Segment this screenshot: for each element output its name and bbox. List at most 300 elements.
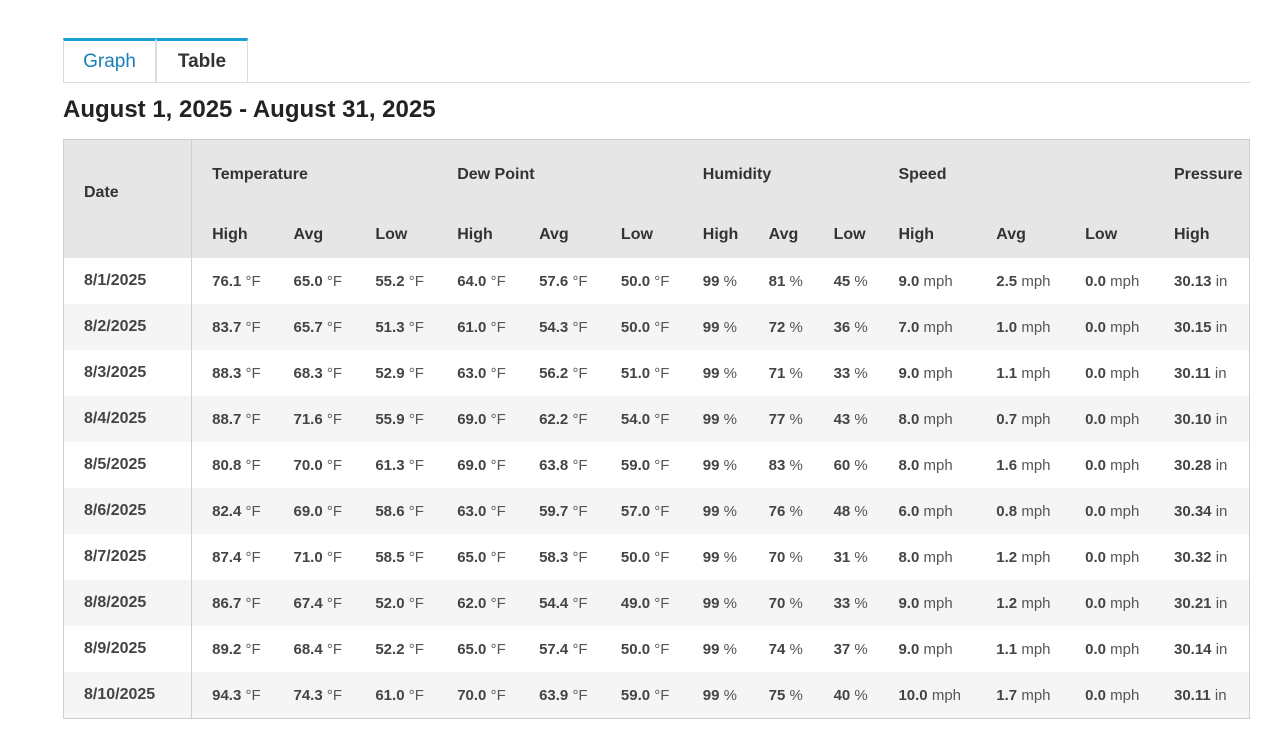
value-cell <box>1154 580 1249 626</box>
cell-value: 54.4 <box>539 594 569 612</box>
value-cell <box>1154 258 1249 304</box>
cell-value: 62.0 <box>457 594 487 612</box>
cell-value: 65.0 <box>457 640 487 658</box>
cell-value: 50.0 <box>620 272 651 290</box>
value-cell <box>814 350 879 396</box>
value-cell <box>1065 488 1154 534</box>
cell-unit: % <box>789 318 803 336</box>
cell-unit: mph <box>923 502 953 520</box>
date-cell: 8/2/2025 <box>64 304 192 350</box>
cell-value: 65.7 <box>293 318 323 336</box>
subheader-row <box>64 209 1249 258</box>
cell-unit: mph <box>1021 272 1051 290</box>
value-cell <box>878 396 976 442</box>
value-cell <box>976 488 1065 534</box>
value-cell <box>519 396 601 442</box>
cell-unit: % <box>789 410 803 428</box>
cell-value: 10.0 <box>898 686 928 704</box>
table-row <box>64 626 1249 672</box>
cell-value: 57.4 <box>539 640 569 658</box>
cell-value: 8.0 <box>898 548 920 566</box>
value-cell <box>683 304 749 350</box>
value-cell <box>814 258 879 304</box>
cell-value: 9.0 <box>898 594 920 612</box>
cell-unit: mph <box>1110 318 1140 336</box>
cell-value: 50.0 <box>620 548 651 566</box>
cell-value: 88.7 <box>212 410 242 428</box>
value-cell <box>192 350 274 396</box>
cell-unit: °F <box>408 640 424 658</box>
cell-unit: mph <box>1110 548 1140 566</box>
cell-value: 99 <box>702 364 720 382</box>
cell-unit: °F <box>654 594 670 612</box>
cell-value: 72 <box>768 318 786 336</box>
value-cell <box>683 350 749 396</box>
cell-unit: °F <box>245 410 261 428</box>
value-cell <box>601 304 683 350</box>
cell-unit: °F <box>245 686 261 704</box>
value-cell <box>1065 672 1154 718</box>
cell-value: 99 <box>702 548 720 566</box>
cell-value: 52.0 <box>375 594 405 612</box>
cell-unit: mph <box>1021 364 1051 382</box>
value-cell <box>814 442 879 488</box>
cell-unit: in <box>1215 548 1228 566</box>
cell-value: 30.13 <box>1173 272 1212 290</box>
cell-value: 99 <box>702 686 720 704</box>
cell-unit: °F <box>572 272 588 290</box>
cell-value: 30.11 <box>1173 686 1211 704</box>
history-table <box>64 140 1249 718</box>
cell-unit: % <box>723 686 737 704</box>
value-cell <box>749 488 814 534</box>
value-cell <box>683 534 749 580</box>
value-cell <box>519 672 601 718</box>
value-cell <box>519 258 601 304</box>
cell-value: 71 <box>768 364 786 382</box>
value-cell <box>976 626 1065 672</box>
cell-value: 2.5 <box>996 272 1018 290</box>
tab-graph[interactable]: Graph <box>63 38 156 82</box>
cell-unit: mph <box>1021 456 1051 474</box>
cell-value: 40 <box>833 686 851 704</box>
cell-value: 8.0 <box>898 410 920 428</box>
cell-unit: mph <box>1110 272 1140 290</box>
column-header: Avg <box>976 209 1065 258</box>
cell-value: 63.9 <box>539 686 569 704</box>
cell-value: 30.32 <box>1173 548 1212 566</box>
value-cell <box>273 534 355 580</box>
cell-value: 36 <box>833 318 851 336</box>
cell-value: 1.2 <box>996 548 1018 566</box>
cell-unit: mph <box>1110 456 1140 474</box>
cell-value: 8.0 <box>898 456 920 474</box>
cell-value: 0.0 <box>1085 272 1106 290</box>
cell-value: 87.4 <box>212 548 242 566</box>
value-cell <box>749 672 814 718</box>
cell-unit: °F <box>245 502 261 520</box>
group-header-row <box>64 140 1249 209</box>
value-cell <box>273 580 355 626</box>
cell-unit: °F <box>654 410 670 428</box>
value-cell <box>1154 396 1249 442</box>
column-header: High <box>192 209 274 258</box>
cell-unit: % <box>723 364 737 382</box>
value-cell <box>519 304 601 350</box>
cell-value: 54.0 <box>620 410 651 428</box>
cell-unit: °F <box>572 364 588 382</box>
value-cell <box>749 626 814 672</box>
value-cell <box>192 258 274 304</box>
value-cell <box>192 580 274 626</box>
cell-value: 63.8 <box>539 456 569 474</box>
value-cell <box>437 580 519 626</box>
cell-unit: °F <box>245 364 261 382</box>
value-cell <box>1154 304 1249 350</box>
cell-value: 70 <box>768 548 786 566</box>
table-row <box>64 672 1249 718</box>
cell-unit: °F <box>490 364 506 382</box>
cell-unit: °F <box>245 456 261 474</box>
value-cell <box>273 350 355 396</box>
cell-unit: °F <box>654 456 670 474</box>
cell-unit: % <box>789 272 803 290</box>
value-cell <box>814 304 879 350</box>
cell-value: 9.0 <box>898 272 920 290</box>
cell-unit: °F <box>326 502 343 520</box>
cell-unit: % <box>789 594 803 612</box>
cell-value: 65.0 <box>293 272 323 290</box>
cell-unit: % <box>789 502 803 520</box>
group-header-pressure: Pressure <box>1154 140 1249 209</box>
date-cell: 8/6/2025 <box>64 488 192 534</box>
value-cell <box>683 580 749 626</box>
value-cell <box>814 626 879 672</box>
cell-value: 50.0 <box>620 318 651 336</box>
cell-unit: °F <box>408 594 424 612</box>
cell-unit: °F <box>245 594 261 612</box>
cell-unit: mph <box>1021 410 1051 428</box>
cell-unit: mph <box>1021 594 1051 612</box>
cell-value: 0.0 <box>1085 502 1106 520</box>
cell-unit: mph <box>1021 640 1051 658</box>
cell-unit: mph <box>1021 318 1051 336</box>
cell-value: 71.6 <box>293 410 323 428</box>
value-cell <box>749 258 814 304</box>
tab-table[interactable]: Table <box>156 38 248 82</box>
cell-unit: °F <box>572 502 588 520</box>
cell-value: 45 <box>833 272 851 290</box>
cell-unit: % <box>723 456 737 474</box>
cell-value: 0.0 <box>1085 410 1106 428</box>
value-cell <box>273 488 355 534</box>
value-cell <box>355 350 437 396</box>
cell-unit: mph <box>931 686 962 704</box>
cell-value: 82.4 <box>212 502 242 520</box>
cell-value: 30.10 <box>1173 410 1212 428</box>
value-cell <box>683 442 749 488</box>
cell-value: 43 <box>833 410 851 428</box>
column-header: Avg <box>273 209 355 258</box>
table-row <box>64 488 1249 534</box>
value-cell <box>601 672 683 718</box>
cell-unit: mph <box>1110 410 1140 428</box>
cell-value: 1.1 <box>996 364 1018 382</box>
value-cell <box>1065 350 1154 396</box>
cell-unit: % <box>789 456 803 474</box>
cell-unit: °F <box>654 318 670 336</box>
cell-unit: °F <box>572 640 588 658</box>
cell-value: 30.21 <box>1173 594 1212 612</box>
cell-value: 99 <box>702 640 720 658</box>
cell-value: 83.7 <box>212 318 242 336</box>
cell-value: 57.6 <box>539 272 569 290</box>
cell-value: 1.1 <box>996 640 1018 658</box>
cell-unit: °F <box>245 548 261 566</box>
cell-unit: °F <box>408 364 424 382</box>
value-cell <box>192 442 274 488</box>
cell-unit: °F <box>408 318 424 336</box>
cell-unit: % <box>854 640 868 658</box>
value-cell <box>355 258 437 304</box>
value-cell <box>1065 304 1154 350</box>
value-cell <box>814 488 879 534</box>
cell-unit: °F <box>326 548 343 566</box>
value-cell <box>273 442 355 488</box>
date-cell: 8/4/2025 <box>64 396 192 442</box>
date-header: Date <box>64 140 192 258</box>
cell-value: 60 <box>833 456 851 474</box>
value-cell <box>519 350 601 396</box>
value-cell <box>749 350 814 396</box>
cell-value: 68.3 <box>293 364 323 382</box>
cell-value: 55.9 <box>375 410 405 428</box>
cell-unit: % <box>854 410 868 428</box>
history-table-container <box>63 139 1250 719</box>
cell-value: 0.0 <box>1085 318 1106 336</box>
cell-value: 0.0 <box>1085 364 1106 382</box>
value-cell <box>601 626 683 672</box>
cell-unit: °F <box>408 410 424 428</box>
cell-value: 0.7 <box>996 410 1018 428</box>
cell-value: 67.4 <box>293 594 323 612</box>
cell-unit: in <box>1215 410 1228 428</box>
table-row <box>64 442 1249 488</box>
view-tabs <box>63 38 1250 83</box>
cell-value: 74 <box>768 640 786 658</box>
cell-unit: % <box>789 686 803 704</box>
value-cell <box>519 626 601 672</box>
cell-unit: in <box>1214 364 1227 382</box>
value-cell <box>1065 258 1154 304</box>
cell-unit: °F <box>654 686 670 704</box>
value-cell <box>878 304 976 350</box>
cell-value: 0.0 <box>1085 456 1106 474</box>
column-header: High <box>437 209 519 258</box>
cell-unit: mph <box>1110 686 1140 704</box>
column-header: Low <box>1065 209 1154 258</box>
column-header: High <box>878 209 976 258</box>
cell-unit: in <box>1215 456 1228 474</box>
cell-value: 0.0 <box>1085 548 1106 566</box>
value-cell <box>355 672 437 718</box>
cell-unit: % <box>854 272 868 290</box>
cell-unit: °F <box>245 640 261 658</box>
cell-value: 33 <box>833 364 851 382</box>
value-cell <box>601 580 683 626</box>
value-cell <box>519 488 601 534</box>
value-cell <box>1154 442 1249 488</box>
value-cell <box>437 350 519 396</box>
value-cell <box>683 488 749 534</box>
value-cell <box>878 488 976 534</box>
cell-unit: °F <box>326 594 343 612</box>
value-cell <box>976 442 1065 488</box>
cell-unit: % <box>854 318 868 336</box>
value-cell <box>814 672 879 718</box>
value-cell <box>437 672 519 718</box>
cell-unit: mph <box>923 410 953 428</box>
cell-unit: °F <box>572 410 588 428</box>
value-cell <box>355 580 437 626</box>
value-cell <box>1154 626 1249 672</box>
cell-unit: °F <box>245 318 261 336</box>
date-cell: 8/5/2025 <box>64 442 192 488</box>
cell-unit: °F <box>245 272 261 290</box>
cell-unit: mph <box>923 548 953 566</box>
value-cell <box>878 258 976 304</box>
cell-value: 51.3 <box>375 318 405 336</box>
date-cell: 8/9/2025 <box>64 626 192 672</box>
cell-value: 59.0 <box>620 686 651 704</box>
cell-value: 52.2 <box>375 640 405 658</box>
table-row <box>64 304 1249 350</box>
value-cell <box>814 534 879 580</box>
cell-unit: % <box>723 640 737 658</box>
value-cell <box>749 442 814 488</box>
column-header: High <box>683 209 749 258</box>
cell-value: 52.9 <box>375 364 405 382</box>
cell-unit: °F <box>654 548 670 566</box>
value-cell <box>192 396 274 442</box>
cell-unit: °F <box>326 318 343 336</box>
value-cell <box>437 442 519 488</box>
cell-value: 62.2 <box>539 410 569 428</box>
cell-unit: mph <box>923 318 953 336</box>
cell-value: 63.0 <box>457 502 487 520</box>
table-row <box>64 580 1249 626</box>
cell-unit: °F <box>572 318 588 336</box>
group-header-humidity: Humidity <box>683 140 879 209</box>
value-cell <box>192 488 274 534</box>
value-cell <box>192 534 274 580</box>
value-cell <box>749 534 814 580</box>
value-cell <box>355 396 437 442</box>
cell-unit: °F <box>490 456 506 474</box>
cell-value: 58.3 <box>539 548 569 566</box>
cell-value: 99 <box>702 594 720 612</box>
value-cell <box>814 580 879 626</box>
cell-unit: % <box>789 548 803 566</box>
cell-value: 77 <box>768 410 786 428</box>
cell-unit: °F <box>654 272 670 290</box>
cell-value: 1.7 <box>996 686 1018 704</box>
cell-unit: °F <box>490 502 506 520</box>
cell-value: 55.2 <box>375 272 405 290</box>
cell-value: 51.0 <box>620 364 651 382</box>
cell-value: 59.0 <box>620 456 651 474</box>
cell-unit: °F <box>572 686 588 704</box>
value-cell <box>519 534 601 580</box>
value-cell <box>1065 580 1154 626</box>
table-row <box>64 258 1249 304</box>
cell-unit: % <box>854 594 868 612</box>
cell-unit: % <box>854 548 868 566</box>
cell-value: 31 <box>833 548 851 566</box>
cell-unit: in <box>1214 686 1227 704</box>
cell-value: 65.0 <box>457 548 487 566</box>
cell-unit: % <box>723 502 737 520</box>
value-cell <box>519 580 601 626</box>
cell-unit: % <box>789 640 803 658</box>
value-cell <box>437 534 519 580</box>
value-cell <box>355 534 437 580</box>
cell-unit: °F <box>326 456 343 474</box>
column-header: Low <box>814 209 879 258</box>
cell-value: 63.0 <box>457 364 487 382</box>
cell-value: 58.6 <box>375 502 405 520</box>
value-cell <box>601 350 683 396</box>
cell-value: 76 <box>768 502 786 520</box>
cell-value: 54.3 <box>539 318 569 336</box>
group-header-dew-point: Dew Point <box>437 140 683 209</box>
cell-unit: mph <box>1021 686 1051 704</box>
cell-value: 89.2 <box>212 640 242 658</box>
cell-value: 57.0 <box>620 502 651 520</box>
value-cell <box>976 534 1065 580</box>
value-cell <box>878 534 976 580</box>
cell-unit: % <box>854 456 868 474</box>
cell-value: 61.3 <box>375 456 405 474</box>
cell-value: 68.4 <box>293 640 323 658</box>
cell-value: 48 <box>833 502 851 520</box>
cell-value: 76.1 <box>212 272 242 290</box>
cell-unit: mph <box>1110 640 1140 658</box>
cell-unit: °F <box>408 456 424 474</box>
value-cell <box>355 304 437 350</box>
cell-unit: °F <box>326 272 343 290</box>
cell-unit: % <box>723 410 737 428</box>
value-cell <box>192 626 274 672</box>
cell-value: 70.0 <box>293 456 323 474</box>
cell-unit: mph <box>1110 502 1140 520</box>
cell-unit: °F <box>490 548 506 566</box>
table-body <box>64 258 1249 718</box>
cell-value: 9.0 <box>898 640 920 658</box>
cell-unit: °F <box>490 594 506 612</box>
value-cell <box>1154 672 1249 718</box>
value-cell <box>1065 396 1154 442</box>
cell-value: 0.8 <box>996 502 1018 520</box>
value-cell <box>192 304 274 350</box>
value-cell <box>1065 534 1154 580</box>
cell-unit: in <box>1215 502 1228 520</box>
cell-unit: °F <box>572 456 588 474</box>
cell-unit: in <box>1215 594 1228 612</box>
cell-value: 1.0 <box>996 318 1018 336</box>
cell-value: 99 <box>702 502 720 520</box>
cell-unit: °F <box>490 318 506 336</box>
